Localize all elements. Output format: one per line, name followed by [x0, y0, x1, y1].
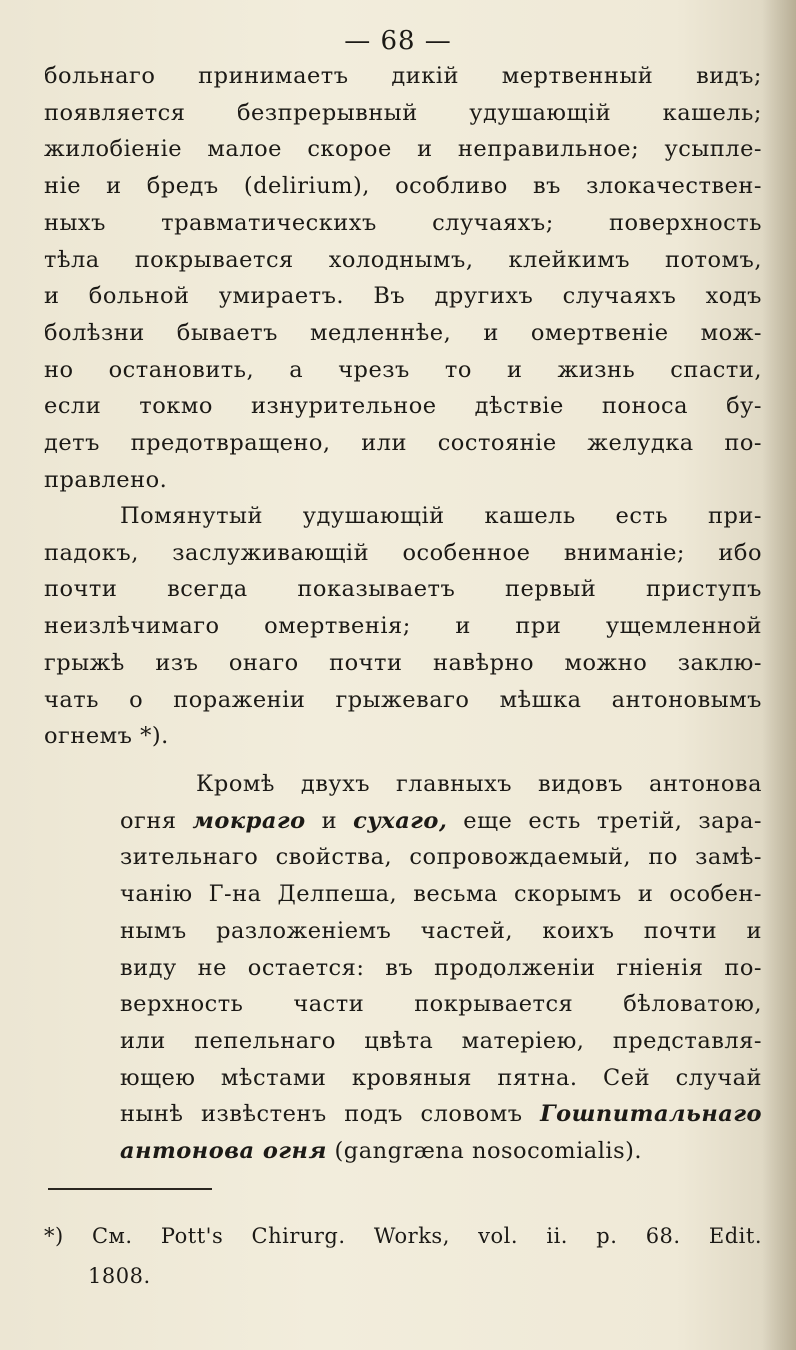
paragraph-3-line: Кромѣ двухъ главныхъ видовъ антонова — [196, 771, 762, 797]
paragraph-2 — [44, 498, 762, 755]
italic-term-dry: сухаго, — [353, 807, 448, 834]
paragraph-1-line: ныхъ травматическихъ случаяхъ; поверхность — [44, 209, 762, 236]
paragraph-1-line: если токмо изнурительное дѣствіе поноса бу- — [44, 393, 762, 420]
paragraph-3-line: верхность части покрывается бѣловатою, — [120, 991, 762, 1018]
page-number: — 68 — — [344, 26, 452, 56]
paragraph-3-line: зительнаго свойства, сопровождаемый, по замѣ- — [120, 844, 762, 871]
paragraph-3-line: или пепельнаго цвѣта матеріею, представля- — [120, 1027, 762, 1054]
paragraph-3-line: виду не остается: въ продолженіи гніенія по- — [120, 954, 762, 981]
page-edge-shadow — [762, 0, 796, 1350]
paragraph-3-line: чанію Г-на Делпеша, весьма скорымъ и особен- — [120, 881, 762, 908]
paragraph-1-line: ніе и бредъ (delirium), особливо въ злокачествен- — [44, 173, 762, 200]
paragraph-1-line: тѣла покрывается холоднымъ, клейкимъ потомъ, — [44, 246, 762, 273]
paragraph-3-line: антонова огня (gangræna nosocomialis). — [120, 1138, 643, 1165]
paragraph-2-line: неизлѣчимаго омертвенія; и при ущемленной — [44, 613, 762, 640]
paragraph-2-line: чать о пораженіи грыжеваго мѣшка антоновымъ — [44, 686, 762, 713]
paragraph-2-line: грыжѣ изъ онаго почти навѣрно можно заклю- — [44, 649, 762, 676]
paragraph-2-line: падокъ, заслуживающій особенное вниманіе; ибо — [44, 539, 762, 566]
paragraph-1-line: больнаго принимаетъ дикій мертвенный видъ; — [44, 63, 762, 89]
italic-term-antonov-fire: антонова огня — [120, 1138, 327, 1165]
footnote-line: *) См. Pott's Chirurg. Works, vol. ii. p. 68. Edit. — [44, 1224, 762, 1248]
paragraph-2-line: почти всегда показываетъ первый приступъ — [44, 576, 762, 603]
paragraph-1-line: жилобіеніе малое скорое и неправильное; усыпле- — [44, 136, 762, 163]
paragraph-1-line: правлено. — [44, 466, 168, 493]
footnote-line: 1808. — [88, 1264, 151, 1288]
paragraph-1-line: детъ предотвращено, или состояніе желудка по- — [44, 430, 762, 457]
paragraph-1-line: появляется безпрерывный удушающій кашель; — [44, 99, 762, 126]
footnote — [44, 1216, 762, 1296]
paragraph-1-line: и больной умираетъ. Въ другихъ случаяхъ ходъ — [44, 283, 762, 310]
italic-term-hospital: Гошпитальнаго — [540, 1101, 762, 1128]
italic-term-wet: мокраго — [192, 807, 306, 834]
paragraph-1 — [44, 58, 762, 498]
paragraph-2-line: Помянутый удушающій кашель есть при- — [120, 503, 762, 529]
paragraph-2-line: огнемъ *). — [44, 723, 169, 750]
footnote-divider — [48, 1188, 212, 1190]
paragraph-3-line: нынѣ извѣстенъ подъ словомъ Гошпитальнаго — [120, 1101, 762, 1128]
paragraph-3-line: огня мокраго и сухаго, еще есть третій, зара- — [120, 807, 762, 834]
paragraph-3-line: ющею мѣстами кровяныя пятна. Сей случай — [120, 1064, 762, 1091]
paragraph-3-line: нымъ разложеніемъ частей, коихъ почти и — [120, 917, 762, 944]
paragraph-1-line: болѣзни бываетъ медленнѣе, и омертвеніе мож- — [44, 319, 762, 346]
paragraph-3 — [44, 766, 762, 1170]
paragraph-1-line: но остановить, а чрезъ то и жизнь спасти, — [44, 356, 762, 383]
